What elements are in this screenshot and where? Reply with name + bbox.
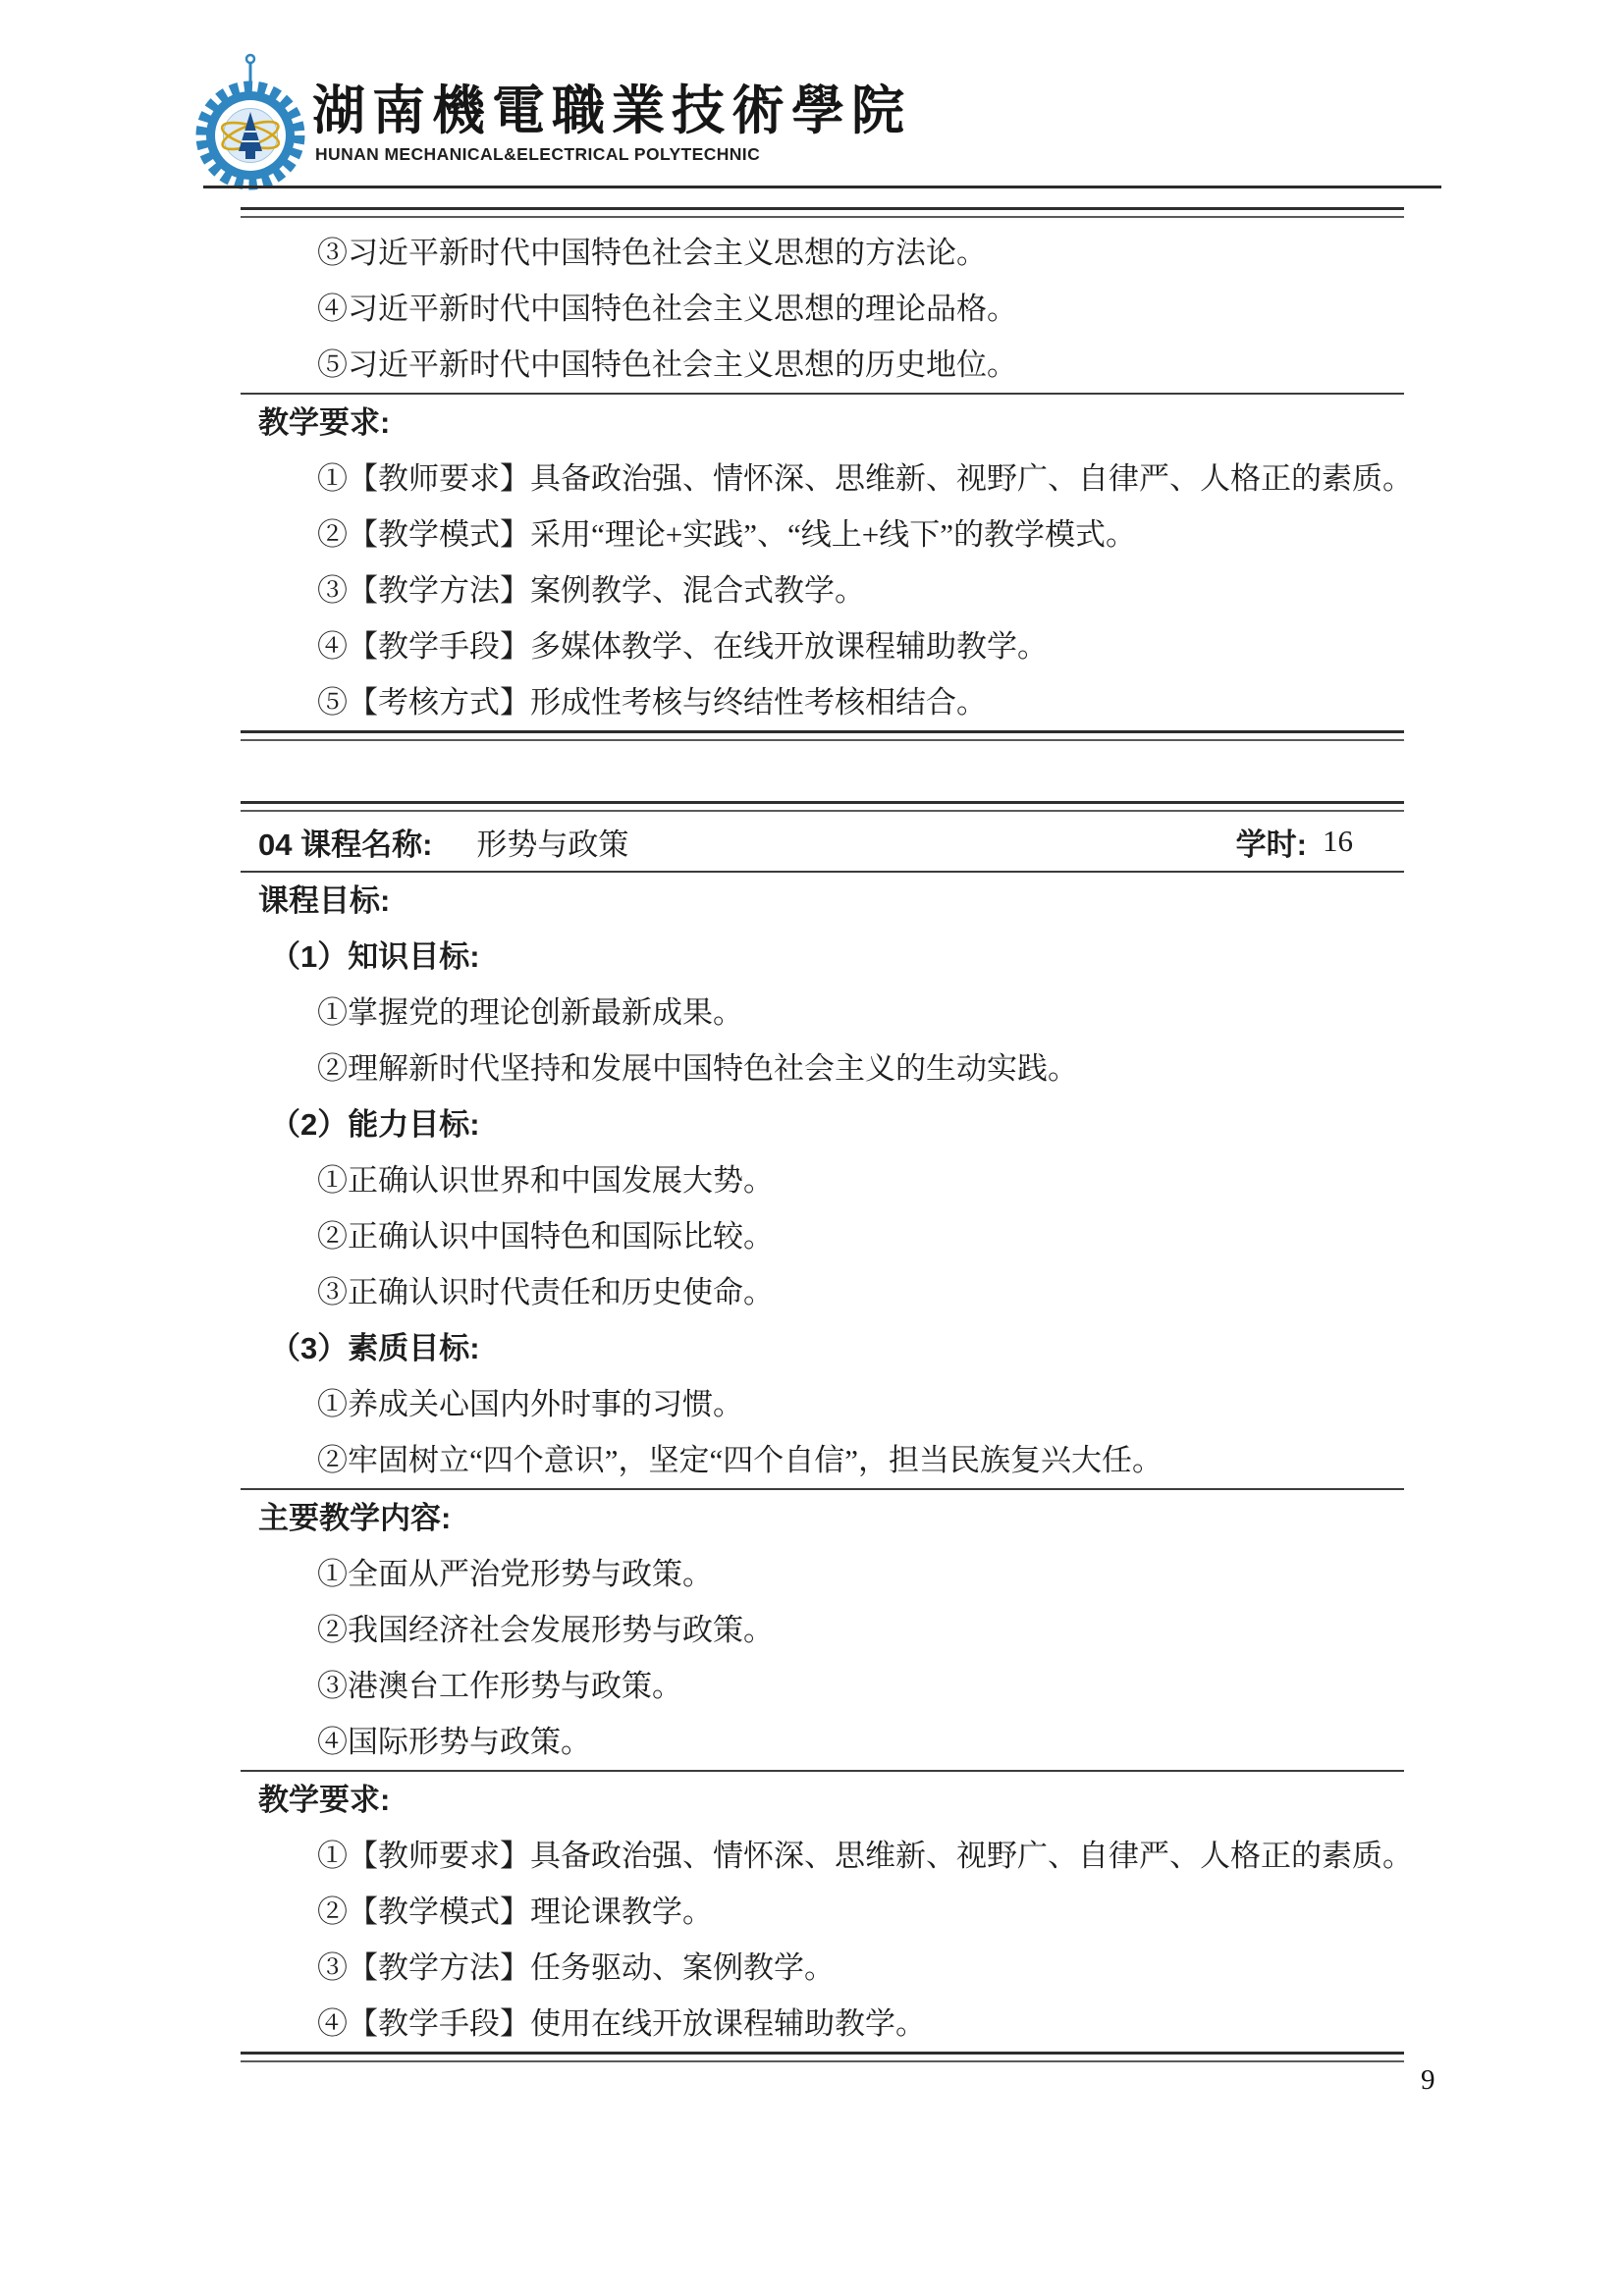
list-item: ②【教学模式】理论课教学。	[317, 1895, 713, 1929]
header-divider	[203, 186, 1441, 188]
list-item: ②正确认识中国特色和国际比较。	[317, 1219, 774, 1254]
list-item: ⑤习近平新时代中国特色社会主义思想的历史地位。	[317, 347, 1017, 382]
teaching-requirements-heading: 教学要求:	[258, 405, 391, 440]
teaching-requirements-heading: 教学要求:	[258, 1783, 391, 1817]
table-bottom-border	[241, 730, 1404, 741]
syllabus-table	[241, 207, 1413, 2062]
list-item: ①【教师要求】具备政治强、情怀深、思维新、视野广、自律严、人格正的素质。	[317, 461, 1413, 496]
list-item: ①养成关心国内外时事的习惯。	[317, 1387, 743, 1421]
list-item: ②理解新时代坚持和发展中国特色社会主义的生动实践。	[317, 1051, 1078, 1086]
course-number-label: 04 课程名称:	[258, 827, 433, 862]
course-section-04	[241, 801, 1413, 2062]
page-number: 9	[1421, 2064, 1435, 2096]
list-item: ④习近平新时代中国特色社会主义思想的理论品格。	[317, 292, 1017, 326]
list-item: ③港澳台工作形势与政策。	[317, 1669, 682, 1703]
course-title-row	[241, 812, 1404, 871]
list-item: ②【教学模式】采用“理论+实践”、“线上+线下”的教学模式。	[317, 517, 1137, 552]
table-bottom-border	[241, 2052, 1404, 2062]
list-item: ①掌握党的理论创新最新成果。	[317, 995, 743, 1030]
course-hours-cell	[1236, 820, 1404, 864]
ability-goals-heading: （2）能力目标:	[270, 1107, 480, 1142]
main-content-heading: 主要教学内容:	[258, 1501, 452, 1535]
school-name-chinese: 湖南機電職業技術學院	[312, 81, 911, 140]
list-item: ①正确认识世界和中国发展大势。	[317, 1163, 774, 1198]
school-name-english: HUNAN MECHANICAL&ELECTRICAL POLYTECHNIC	[315, 144, 761, 164]
table-top-border	[241, 801, 1404, 812]
course-name-value: 形势与政策	[476, 827, 629, 862]
list-item: ①【教师要求】具备政治强、情怀深、思维新、视野广、自律严、人格正的素质。	[317, 1839, 1413, 1873]
list-item: ③习近平新时代中国特色社会主义思想的方法论。	[317, 236, 987, 270]
list-item: ⑤【考核方式】形成性考核与终结性考核相结合。	[317, 685, 987, 720]
knowledge-goals-heading: （1）知识目标:	[270, 939, 480, 974]
list-item: ①全面从严治党形势与政策。	[317, 1557, 713, 1591]
hours-label: 学时:	[1235, 827, 1307, 862]
list-item: ②牢固树立“四个意识”，坚定“四个自信”，担当民族复兴大任。	[317, 1443, 1164, 1477]
list-item: ③正确认识时代责任和历史使命。	[317, 1275, 774, 1309]
course-goals-heading: 课程目标:	[258, 883, 391, 918]
course-section-03-continued	[241, 207, 1413, 741]
list-item: ④国际形势与政策。	[317, 1725, 591, 1759]
list-item: ④【教学手段】多媒体教学、在线开放课程辅助教学。	[317, 629, 1048, 664]
school-logo-icon	[190, 47, 310, 194]
list-item: ③【教学方法】任务驱动、案例教学。	[317, 1950, 835, 1985]
table-top-border	[241, 207, 1404, 218]
hours-value: 16	[1323, 824, 1353, 858]
list-item: ②我国经济社会发展形势与政策。	[317, 1613, 774, 1647]
list-item: ④【教学手段】使用在线开放课程辅助教学。	[317, 2006, 926, 2041]
course-name-cell	[241, 820, 628, 864]
list-item: ③【教学方法】案例教学、混合式教学。	[317, 573, 865, 608]
quality-goals-heading: （3）素质目标:	[270, 1331, 480, 1365]
